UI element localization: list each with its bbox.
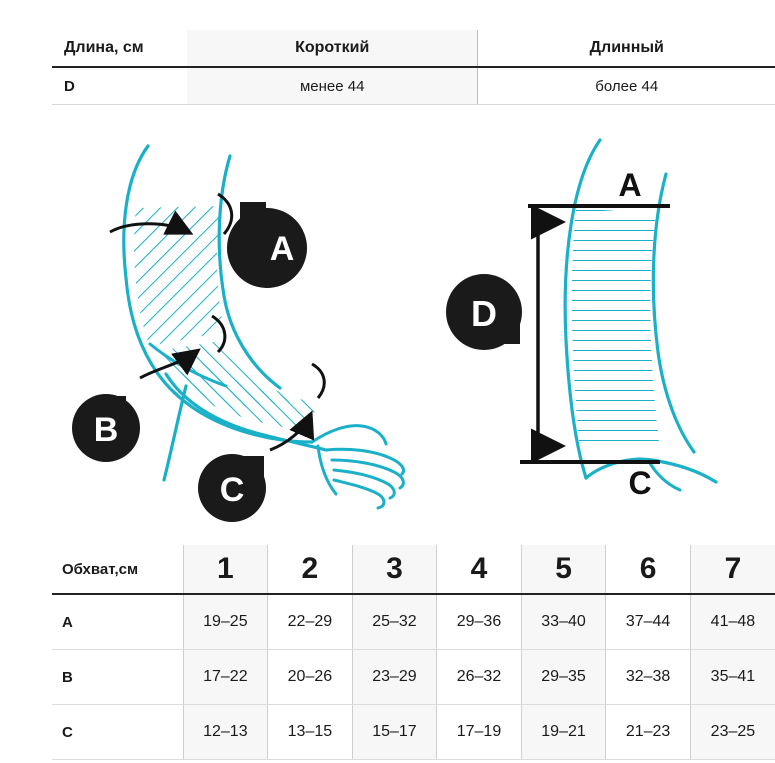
circumference-table bbox=[52, 545, 775, 760]
table-header-row bbox=[52, 30, 775, 67]
marker-a-left-label: A bbox=[269, 230, 295, 268]
marker-d-right bbox=[446, 274, 522, 350]
length-row-short-value: менее 44 bbox=[187, 67, 478, 105]
body-side-line bbox=[164, 386, 186, 480]
cell-c-7: 23–25 bbox=[690, 705, 775, 760]
cell-a-4: 29–36 bbox=[437, 594, 522, 650]
cell-c-5: 19–21 bbox=[521, 705, 606, 760]
row-label-b: B bbox=[52, 650, 183, 705]
cell-a-3: 25–32 bbox=[352, 594, 437, 650]
cell-b-1: 17–22 bbox=[183, 650, 268, 705]
table-header-row bbox=[52, 545, 775, 594]
marker-d-right-label: D bbox=[471, 293, 497, 334]
cell-c-1: 12–13 bbox=[183, 705, 268, 760]
cell-a-7: 41–48 bbox=[690, 594, 775, 650]
arm-measurement-illustration bbox=[0, 130, 775, 540]
table-row bbox=[52, 705, 775, 760]
cell-b-2: 20–26 bbox=[268, 650, 353, 705]
marker-c-left-label: C bbox=[219, 471, 245, 509]
table-row bbox=[52, 67, 775, 105]
right-arm-outline-inner bbox=[653, 174, 694, 452]
right-arm-hatch bbox=[572, 208, 660, 450]
cell-a-2: 22–29 bbox=[268, 594, 353, 650]
circumference-header-size-7: 7 bbox=[690, 545, 775, 594]
measure-arrow-c-curl bbox=[312, 364, 324, 398]
cell-c-6: 21–23 bbox=[606, 705, 691, 760]
row-label-a: A bbox=[52, 594, 183, 650]
row-label-c: C bbox=[52, 705, 183, 760]
circumference-header-size-3: 3 bbox=[352, 545, 437, 594]
cell-b-4: 26–32 bbox=[437, 650, 522, 705]
cell-c-3: 15–17 bbox=[352, 705, 437, 760]
circumference-header-size-1: 1 bbox=[183, 545, 268, 594]
right-arm-figure bbox=[446, 140, 716, 501]
marker-a-left bbox=[227, 202, 307, 288]
marker-c-right-label: C bbox=[628, 465, 652, 501]
cell-b-3: 23–29 bbox=[352, 650, 437, 705]
length-row-long-value: более 44 bbox=[478, 67, 775, 105]
cell-b-6: 32–38 bbox=[606, 650, 691, 705]
cell-c-4: 17–19 bbox=[437, 705, 522, 760]
cell-b-5: 29–35 bbox=[521, 650, 606, 705]
length-table-header-short: Короткий bbox=[187, 30, 478, 67]
length-row-label-d: D bbox=[52, 67, 187, 105]
marker-c-left bbox=[198, 454, 266, 522]
left-arm-figure bbox=[72, 146, 404, 522]
marker-b-left-label: B bbox=[93, 411, 119, 449]
cell-a-5: 33–40 bbox=[521, 594, 606, 650]
length-table-header-long: Длинный bbox=[478, 30, 775, 67]
cell-b-7: 35–41 bbox=[690, 650, 775, 705]
circumference-header-label: Обхват,см bbox=[52, 545, 183, 594]
length-table bbox=[52, 30, 775, 105]
cell-c-2: 13–15 bbox=[268, 705, 353, 760]
circumference-header-size-6: 6 bbox=[606, 545, 691, 594]
length-table-header-label: Длина, см bbox=[52, 30, 187, 67]
circumference-header-size-2: 2 bbox=[268, 545, 353, 594]
circumference-header-size-5: 5 bbox=[521, 545, 606, 594]
cell-a-6: 37–44 bbox=[606, 594, 691, 650]
table-row bbox=[52, 594, 775, 650]
hand-shape bbox=[312, 426, 404, 508]
marker-b-left bbox=[72, 394, 140, 462]
circumference-header-size-4: 4 bbox=[437, 545, 522, 594]
table-row bbox=[52, 650, 775, 705]
marker-a-right-label: A bbox=[618, 167, 642, 203]
forearm-hatch-lower bbox=[176, 354, 318, 430]
cell-a-1: 19–25 bbox=[183, 594, 268, 650]
